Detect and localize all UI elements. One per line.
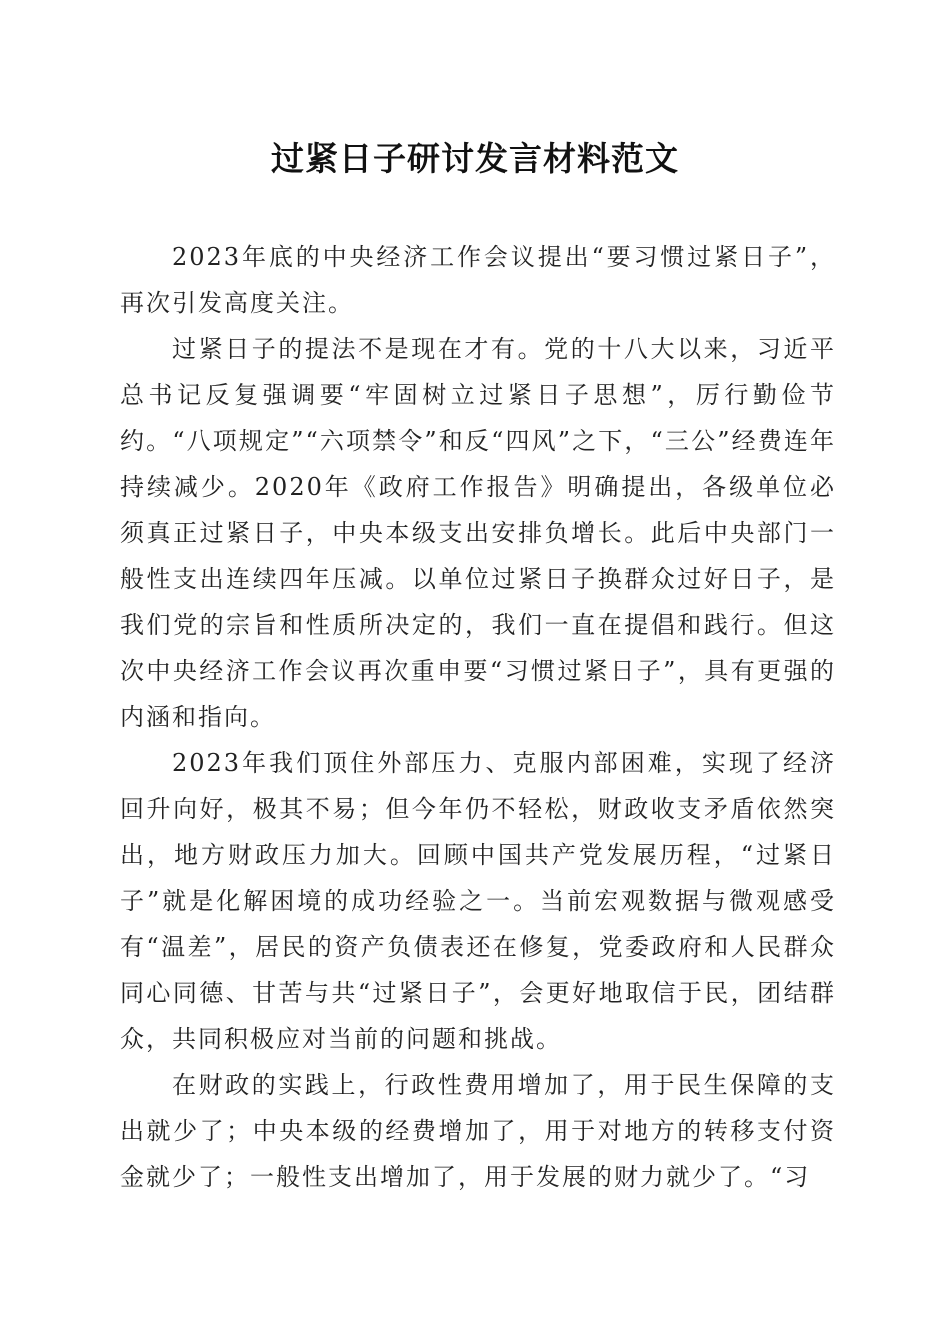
paragraph-3: 2023年我们顶住外部压力、克服内部困难，实现了经济回升向好，极其不易；但今年仍不轻松，财政收支矛盾依然突出，地方财政压力加大。回顾中国共产党发展历程，“过紧日子”就是化解困境的成功经验之一。当前宏观数据与微观感受有“温差”，居民的资产负债表还在修复，党委政府和人民群众同心同德、甘苦与共“过紧日子”，会更好地取信于民，团结群众，共同积极应对当前的问题和挑战。 bbox=[120, 749, 836, 1053]
paragraph-1: 2023年底的中央经济工作会议提出“要习惯过紧日子”，再次引发高度关注。 bbox=[120, 243, 836, 317]
document-title: 过紧日子研讨发言材料范文 bbox=[271, 139, 679, 178]
paragraph-4: 在财政的实践上，行政性费用增加了，用于民生保障的支出就少了；中央本级的经费增加了，用于对地方的转移支付资金就少了；一般性支出增加了，用于发展的财力就少了。“习 bbox=[120, 1071, 836, 1191]
document-body bbox=[120, 234, 836, 1200]
paragraph-2: 过紧日子的提法不是现在才有。党的十八大以来，习近平总书记反复强调要“牢固树立过紧日子思想”，厉行勤俭节约。“八项规定”“六项禁令”和反“四风”之下，“三公”经费连年持续减少。2020年《政府工作报告》明确提出，各级单位必须真正过紧日子，中央本级支出安排负增长。此后中央部门一般性支出连续四年压减。以单位过紧日子换群众过好日子，是我们党的宗旨和性质所决定的，我们一直在提倡和践行。但这次中央经济工作会议再次重申要“习惯过紧日子”，具有更强的内涵和指向。 bbox=[120, 335, 836, 731]
